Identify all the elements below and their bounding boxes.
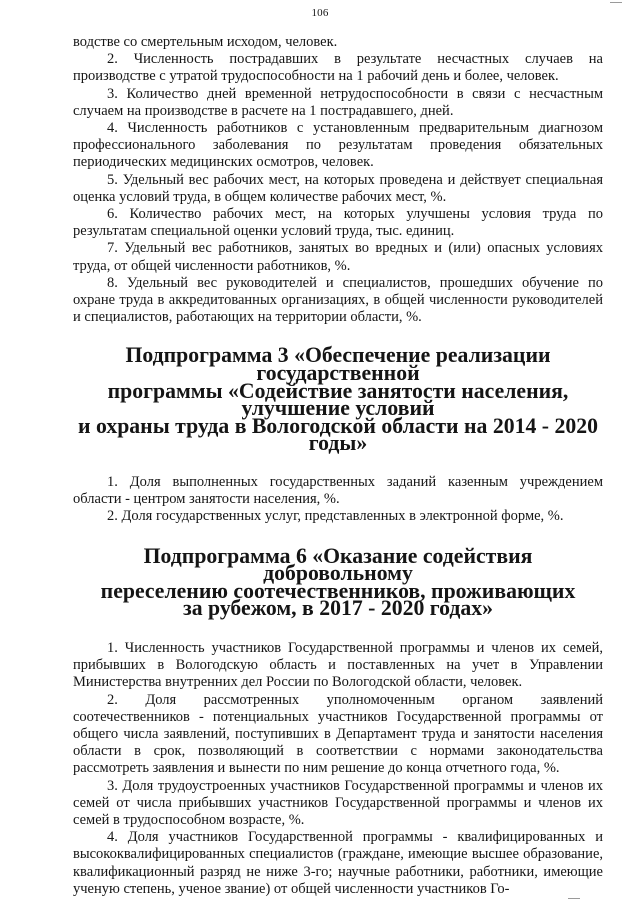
intro-paragraph-7: 7. Удельный вес работников, занятых во вредных и (или) опасных условиях труда, от общей численности работников, %. xyxy=(73,240,603,274)
document-body xyxy=(73,34,603,898)
intro-paragraph-8: 8. Удельный вес руководителей и специалистов, прошедших обучение по охране труда в аккредитованных организациях, в общей численности руководителей и специалистов, работающих на территории области, %. xyxy=(73,274,603,326)
subprogram-3-paragraph-1: 1. Доля выполненных государственных заданий казенным учреждением области - центром занятости населения, %. xyxy=(73,474,603,508)
intro-paragraph-5: 5. Удельный вес рабочих мест, на которых проведена и действует специальная оценка условий труда, в общем количестве рабочих мест, %. xyxy=(73,171,603,205)
subprogram-6-title-line-3: за рубежом, в 2017 - 2020 годах» xyxy=(182,596,494,621)
intro-paragraph-3: 3. Количество дней временной нетрудоспособности в связи с несчастным случаем на производстве в расчете на 1 пострадавшего, дней. xyxy=(73,85,603,119)
scan-mark-bottom-right xyxy=(568,898,580,899)
page-number: 106 xyxy=(311,7,329,19)
intro-paragraph-2: 2. Численность пострадавших в результате несчастных случаев на производстве с утратой трудоспособности на 1 рабочий день и более, человек. xyxy=(73,51,603,85)
subprogram-3-title-line-2: программы «Содействие занятости населения, улучшение условий xyxy=(107,378,569,421)
intro-paragraph-4: 4. Численность работников с установленным предварительным диагнозом профессионального заболевания по результатам проведения обязательных периодических медицинских осмотров, человек. xyxy=(73,120,603,171)
subprogram-3-title-line-3: и охраны труда в Вологодской области на 2014 - 2020 годы» xyxy=(78,413,598,456)
intro-paragraph-1: водстве со смертельным исходом, человек. xyxy=(73,34,338,50)
subprogram-3-heading xyxy=(73,343,603,456)
subprogram-3-paragraph-2: 2. Доля государственных услуг, представленных в электронной форме, %. xyxy=(107,508,564,525)
scan-mark-top-right xyxy=(610,2,622,3)
subprogram-6-paragraph-2: 2. Доля рассмотренных уполномоченным органом заявлений соотечественников - потенциальных участников Государственной программы от общего числа заявлений, поступивших в Департамент труда и занятости населения области в срок, позволяющий в соответствии с нормами законодательства рассмотреть заявления и вынести по ним решение до конца отчетного года, %. xyxy=(73,691,603,777)
intro-paragraph-6: 6. Количество рабочих мест, на которых улучшены условия труда по результатам специальной оценки условий труда, тыс. единиц. xyxy=(73,206,603,240)
subprogram-6-paragraph-4: 4. Доля участников Государственной программы - квалифицированных и высококвалифицированных специалистов (граждане, имеющие высшее образование, квалификационный разряд не ниже 3-го; научные работники, работники, имеющие ученую степень, ученое звание) от общей численности участников Го- xyxy=(73,829,603,897)
subprogram-6-heading xyxy=(73,543,603,621)
subprogram-3-title-line-1: Подпрограмма 3 «Обеспечение реализации государственной xyxy=(125,343,551,386)
subprogram-6-title-line-1: Подпрограмма 6 «Оказание содействия добровольному xyxy=(143,543,533,586)
subprogram-6-paragraph-1: 1. Численность участников Государственной программы и членов их семей, прибывших в Вологодскую область и поставленных на учет в Управлении Министерства внутренних дел России по Вологодской области, человек. xyxy=(73,640,603,691)
subprogram-6-paragraph-3: 3. Доля трудоустроенных участников Государственной программы и членов их семей от числа прибывших участников Государственной программы и членов их семей в трудоспособном возрасте, %. xyxy=(73,777,603,829)
subprogram-6-title-line-2: переселению соотечественников, проживающих xyxy=(100,578,576,603)
